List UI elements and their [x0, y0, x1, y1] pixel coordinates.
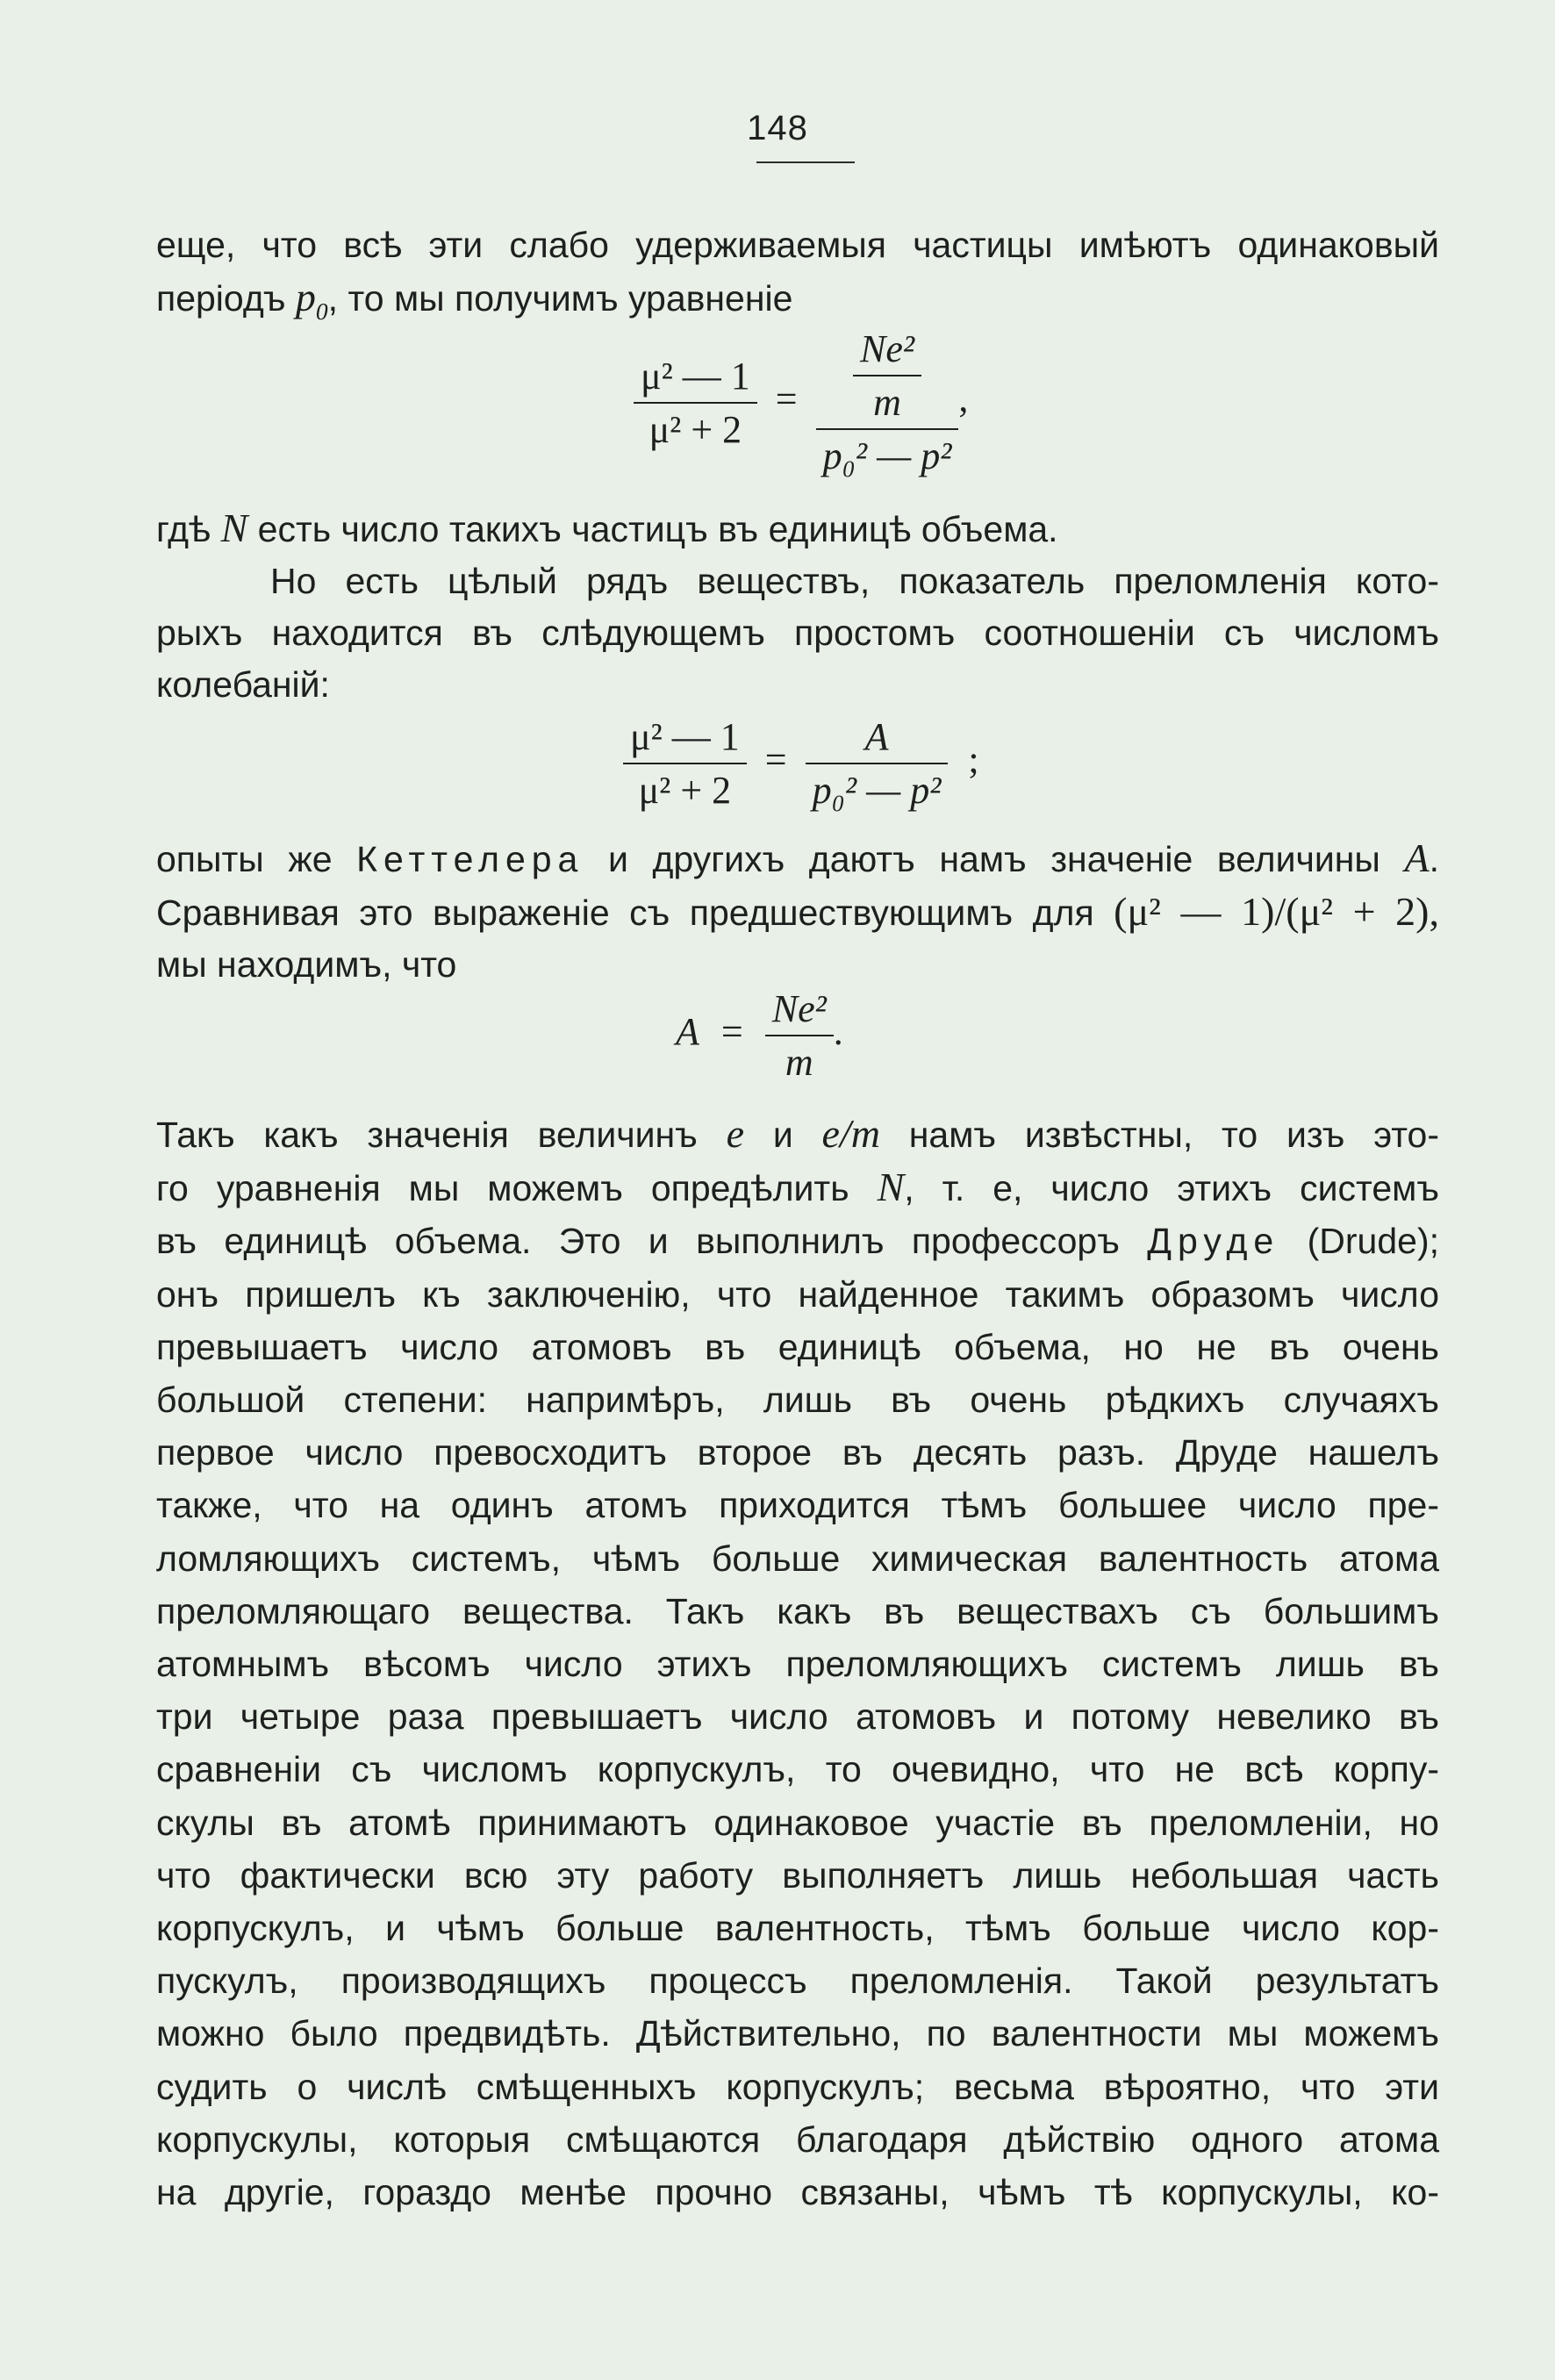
text-line: опыты же Кеттелера и другихъ даютъ намъ значеніе величины A.: [156, 835, 1439, 880]
page-number-rule: [756, 161, 855, 163]
text-line: Но есть цѣлый рядъ веществъ, показатель преломленія кото-: [270, 561, 1439, 601]
text-line: можно было предвидѣть. Дѣйствительно, по валентности мы можемъ: [156, 2013, 1439, 2054]
text-line: го уравненія мы можемъ опредѣлить N, т. е, число этихъ системъ: [156, 1165, 1439, 1210]
text-line: онъ пришелъ къ заключенію, что найденное такимъ образомъ число: [156, 1273, 1439, 1315]
text-line: судить о числѣ смѣщенныхъ корпускулъ; весьма вѣроятно, что эти: [156, 2066, 1439, 2107]
text-line: еще, что всѣ эти слабо удерживаемыя частицы имѣютъ одинаковый: [156, 225, 1439, 265]
text-line: Такъ какъ значенія величинъ e и e/m намъ извѣстны, то изъ это-: [156, 1111, 1440, 1156]
page-number: 148: [747, 109, 808, 147]
paragraph-2: [156, 502, 1439, 711]
text-line: пускулъ, производящихъ процессъ преломленія. Такой результатъ: [156, 1961, 1439, 2002]
text-line: періодъ $p_0$, то мы получимъ уравненіе: [156, 275, 793, 326]
paragraph-4: [156, 1108, 1439, 2219]
text-line: атомнымъ вѣсомъ число этихъ преломляющихъ системъ лишь въ: [156, 1644, 1439, 1685]
text-line: сравненіи съ числомъ корпускулъ, то очевидно, что не всѣ корпу-: [156, 1749, 1439, 1790]
equation-1: $\frac{\text{μ² — 1}}{\text{μ² + 2}}$ = $\frac{\frac{\text{Ne²}}{m}}{\text{p₀² — p²}}$ ,: [634, 326, 968, 478]
text-line: колебаній:: [156, 664, 330, 705]
paragraph-1: [156, 219, 1439, 337]
text-line: ломляющихъ системъ, чѣмъ больше химическая валентность атома: [156, 1538, 1439, 1579]
eq3-rhs: $\frac{\text{Ne²}}{m}$: [765, 986, 834, 1085]
text-line: скулы въ атомѣ принимаютъ одинаковое участіе въ преломленіи, но: [156, 1802, 1439, 1843]
text-line: что фактически всю эту работу выполняетъ лишь небольшая часть: [156, 1854, 1439, 1896]
text-line: на другіе, гораздо менѣе прочно связаны, чѣмъ тѣ корпускулы, ко-: [156, 2172, 1439, 2213]
text-line: корпускулы, которыя смѣщаются благодаря дѣйствію одного атома: [156, 2118, 1439, 2160]
paragraph-3: [156, 832, 1439, 991]
eq2-lhs: $\frac{\text{μ² — 1}}{\text{μ² + 2}}$: [623, 714, 747, 813]
text-line: мы находимъ, что: [156, 944, 457, 985]
text-line: большой степени: напримѣръ, лишь въ очень рѣдкихъ случаяхъ: [156, 1380, 1439, 1421]
eq1-inner-fraction: $\frac{\text{Ne²}}{m}$: [853, 326, 921, 425]
text-line: первое число превосходитъ второе въ десять разъ. Друде нашелъ: [156, 1432, 1439, 1473]
text-line: три четыре раза превышаетъ число атомовъ и потому невелико въ: [156, 1696, 1439, 1738]
text-line: Сравнивая это выраженіе съ предшествующимъ для (μ² — 1)/(μ² + 2),: [156, 889, 1439, 934]
eq1-lhs: $\frac{\text{μ² — 1}}{\text{μ² + 2}}$: [634, 354, 757, 452]
text-line: гдѣ N есть число такихъ частицъ въ единицѣ объема.: [156, 505, 1058, 550]
text-line: преломляющаго вещества. Такъ какъ въ веществахъ съ большимъ: [156, 1590, 1439, 1631]
text-line: превышаетъ число атомовъ въ единицѣ объема, но не въ очень: [156, 1326, 1439, 1367]
equation-3: A = $\frac{\text{Ne²}}{m}$ .: [676, 987, 843, 1084]
eq1-rhs: $\frac{\frac{\text{Ne²}}{m}}{\text{p₀² — p²}}$: [816, 326, 959, 478]
text-line: корпускулъ, и чѣмъ больше валентность, тѣмъ больше число кор-: [156, 1908, 1439, 1949]
equation-2: $\frac{\text{μ² — 1}}{\text{μ² + 2}}$ = $\frac{A}{\text{p₀² — p²}}$ ;: [623, 714, 979, 813]
text-line: рыхъ находится въ слѣдующемъ простомъ соотношеніи съ числомъ: [156, 613, 1439, 653]
eq2-rhs: $\frac{A}{\text{p₀² — p²}}$: [806, 714, 949, 813]
math-p0: $p_0$: [295, 275, 328, 326]
text-line: въ единицѣ объема. Это и выполнилъ профессоръ Друде (Drude);: [156, 1221, 1439, 1262]
text-line: также, что на одинъ атомъ приходится тѣмъ большее число пре-: [156, 1485, 1439, 1526]
